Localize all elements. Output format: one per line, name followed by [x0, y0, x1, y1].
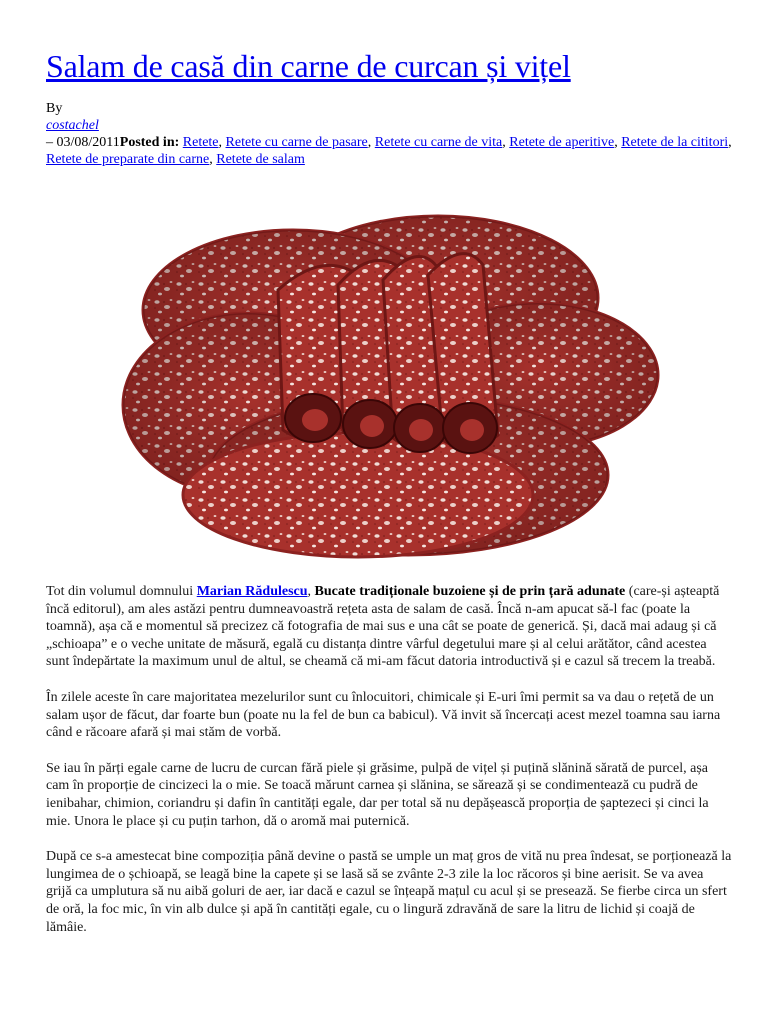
post-title: [46, 46, 571, 86]
salami-photo: [108, 190, 660, 568]
author-link[interactable]: costachel: [46, 118, 99, 133]
book-title: Bucate tradiționale buzoiene și de prin țară adunate: [314, 584, 626, 599]
category-link[interactable]: Retete cu carne de pasare: [225, 135, 368, 150]
category-link[interactable]: Retete de la cititori: [621, 135, 729, 150]
post-title-link[interactable]: Salam de casă din carne de curcan și vițel: [46, 48, 571, 84]
category-line: – 03/08/2011Posted in: Retete, Retete cu carne de pasare, Retete cu carne de vita, Retete de aperitive, Retete de la cititori, Retete de preparate din carne, Retete de salam: [46, 135, 732, 167]
paragraph: După ce s-a amestecat bine compoziția până devine o pastă se umple un maț gros de vită nu prea îndesat, se porționează la lungimea de o șchioapă, se leagă bine la capete și se lasă să se zvânte 2-3 zile la loc răcoros și bine aerisit. Se va avea grijă ca umplutura să nu aibă goluri de aer, iar dacă e cazul se înțeapă mațul cu acul și se presează. Se fierbe circa un sfert de oră, la foc mic, în vin alb dulce și apă în cantități egale, cu o lingură zdravănă de sare la litru de lichid și coajă de lămâie.: [46, 849, 732, 935]
paragraph: Tot din volumul domnului Marian Rădulescu, Bucate tradiționale buzoiene și de prin țară adunate (care-și așteaptă încă editorul), am ales astăzi pentru dumneavoastră rețeta asta de salam de casă. Încă n-am apucat să-l fac (poate la toamnă), așa că e momentul să precizez că fotografia de mai sus e una cât se poate de generică. Și, dacă mai adaug și că „schioapa” e o veche unitate de măsură, egală cu distanța dintre vârful degetului mare și al celui arătător, când acestea sunt îndepărtate la maximum unul de altul, se cheamă că mi-am făcut datoria introductivă și e cazul să trecem la treabă.: [46, 584, 720, 670]
article-body: [46, 583, 732, 954]
paragraph: Se iau în părți egale carne de lucru de curcan fără piele și grăsime, pulpă de vițel și puțină slănină sărată de purcel, așa cam în proporție de cincizeci la o mie. Se toacă mărunt carnea și slănina, se sărează și se condimentează cu pudră de ienibahar, chimion, coriandru și dafin în cantități egale, dar per total să nu depășească proporția de șaptezeci și cinci la mie. Unora le place și cu puțin tarhon, dă o aromă mai puternică.: [46, 760, 709, 829]
category-link[interactable]: Retete: [182, 135, 219, 150]
by-label: By: [46, 101, 63, 116]
post-date: – 03/08/2011: [46, 135, 120, 150]
post-meta: [46, 100, 736, 168]
category-link[interactable]: Retete de salam: [216, 152, 305, 167]
category-link[interactable]: Retete de aperitive: [509, 135, 615, 150]
category-link[interactable]: Retete de preparate din carne: [46, 152, 210, 167]
posted-in-label: Posted in:: [119, 135, 180, 150]
category-link[interactable]: Retete cu carne de vita: [374, 135, 503, 150]
paragraph: În zilele aceste în care majoritatea mezelurilor sunt cu înlocuitori, chimicale și E-uri îmi permit sa va dau o rețetă de un salam ușor de făcut, dar foarte bun (poate nu la fel de bun ca babicul). Vă invit să încercați acest mezel toamna sau iarna când e răcoare afară și mai stăm de vorbă.: [46, 689, 721, 741]
author-name-link[interactable]: Marian Rădulescu: [196, 584, 308, 599]
